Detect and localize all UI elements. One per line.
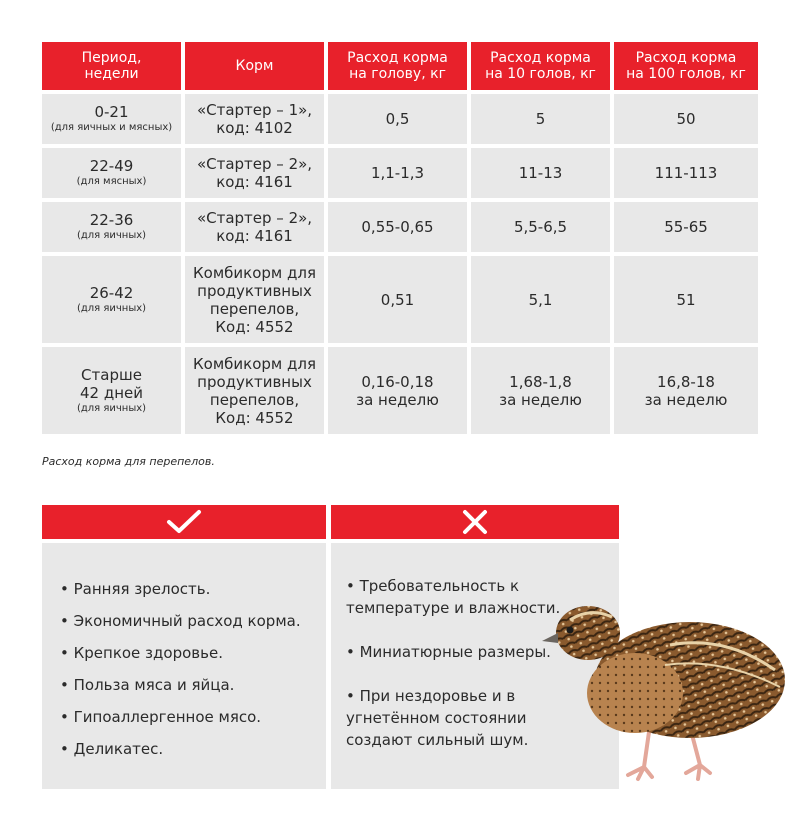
table-row — [42, 94, 758, 144]
period-note: (для яичных) — [76, 230, 147, 241]
table-header-row — [42, 42, 758, 90]
feed-cell: Комбикорм для продуктивных перепелов, Код: 4552 — [185, 256, 324, 343]
per-100-cell: 51 — [614, 256, 758, 343]
pros-header — [42, 505, 326, 539]
per-10-cell: 5,1 — [471, 256, 610, 343]
period-value: 0-21 — [94, 103, 129, 121]
per-head-cell: 0,16-0,18 за неделю — [328, 347, 467, 434]
header-per-10: Расход корма на 10 голов, кг — [471, 42, 610, 90]
cross-icon — [461, 508, 489, 536]
header-period: Период, недели — [42, 42, 181, 90]
pros-panel — [42, 543, 326, 789]
pros-list — [60, 573, 326, 765]
table-row — [42, 347, 758, 434]
period-cell — [42, 94, 181, 144]
header-feed: Корм — [185, 42, 324, 90]
table-row — [42, 148, 758, 198]
list-item: • Деликатес. — [60, 740, 164, 758]
table-row — [42, 256, 758, 343]
per-100-cell: 55-65 — [614, 202, 758, 252]
period-value: 26-42 — [89, 283, 134, 302]
period-value: Старше 42 дней — [79, 365, 143, 402]
feed-cell: Комбикорм для продуктивных перепелов, Код: 4552 — [185, 347, 324, 434]
list-item: • Требовательность к температуре и влажности. — [346, 577, 561, 617]
period-note: (для яичных и мясных) — [50, 122, 173, 133]
feed-cell: «Стартер – 2», код: 4161 — [185, 202, 324, 252]
cons-header — [331, 505, 619, 539]
check-icon — [166, 509, 202, 535]
period-note: (для яичных) — [76, 402, 147, 414]
per-10-cell: 1,68-1,8 за неделю — [471, 347, 610, 434]
table-row — [42, 202, 758, 252]
per-100-cell: 50 — [614, 94, 758, 144]
per-10-cell: 11-13 — [471, 148, 610, 198]
list-item: • При нездоровье и в угнетённом состоянии создают сильный шум. — [346, 687, 529, 749]
per-head-cell: 0,5 — [328, 94, 467, 144]
list-item: • Гипоаллергенное мясо. — [60, 708, 262, 726]
per-head-cell: 0,55-0,65 — [328, 202, 467, 252]
feed-cell: «Стартер – 1», код: 4102 — [185, 94, 324, 144]
per-head-cell: 1,1-1,3 — [328, 148, 467, 198]
period-cell — [42, 148, 181, 198]
list-item: • Экономичный расход корма. — [60, 612, 301, 630]
per-10-cell: 5 — [471, 94, 610, 144]
period-cell — [42, 202, 181, 252]
period-cell — [42, 256, 181, 343]
period-note: (для мясных) — [76, 176, 147, 187]
per-10-cell: 5,5-6,5 — [471, 202, 610, 252]
list-item: • Польза мяса и яйца. — [60, 676, 235, 694]
period-value: 22-36 — [89, 211, 134, 229]
table-caption: Расход корма для перепелов. — [42, 455, 215, 468]
period-cell — [42, 347, 181, 434]
header-per-100: Расход корма на 100 голов, кг — [614, 42, 758, 90]
quail-illustration — [540, 575, 798, 785]
per-head-cell: 0,51 — [328, 256, 467, 343]
per-100-cell: 16,8-18 за неделю — [614, 347, 758, 434]
feed-cell: «Стартер – 2», код: 4161 — [185, 148, 324, 198]
period-value: 22-49 — [89, 157, 134, 175]
list-item: • Крепкое здоровье. — [60, 644, 223, 662]
list-item: • Ранняя зрелость. — [60, 580, 211, 598]
list-item: • Миниатюрные размеры. — [346, 643, 551, 661]
header-per-head: Расход корма на голову, кг — [328, 42, 467, 90]
period-note: (для яичных) — [76, 302, 147, 314]
feed-consumption-table — [42, 42, 758, 438]
per-100-cell: 111-113 — [614, 148, 758, 198]
